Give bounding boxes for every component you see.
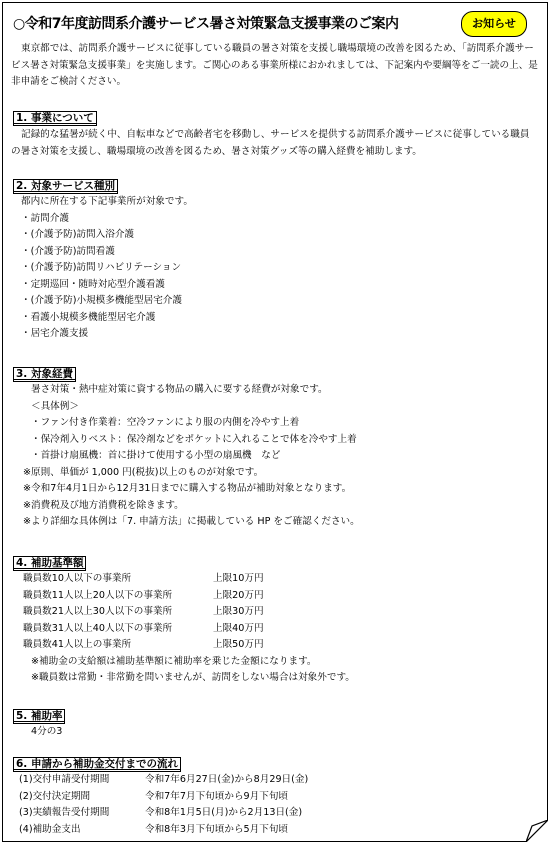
row-value: 令和7年7月下旬頃から9月下旬頃: [145, 790, 289, 802]
row-label: 職員数41人以上の事業所: [23, 639, 132, 650]
section-3-heading: 3. 対象経費: [13, 367, 76, 382]
row-label: (3)実績報告受付期間: [19, 807, 110, 818]
section-5-heading: 5. 補助率: [13, 709, 65, 724]
notice-page: [2, 2, 548, 842]
section-4-heading: 4. 補助基準額: [13, 556, 86, 571]
subsidy-rate: [31, 724, 62, 741]
notice-badge: お知らせ: [461, 11, 527, 37]
table-row: [19, 789, 308, 806]
row-label: 職員数21人以上30人以下の事業所: [23, 606, 173, 617]
service-type-list: [21, 194, 193, 343]
note: ※消費税及び地方消費税を除きます。: [23, 499, 184, 511]
list-item: ・看護小規模多機能型居宅介護: [21, 311, 156, 323]
list-item: ・定期巡回・随時対応型介護看護: [21, 278, 165, 290]
page-title: ○令和7年度訪問系介護サービス暑さ対策緊急支援事業のご案内: [13, 16, 399, 32]
intro-text: 東京都では、訪問系介護サービスに従事している職員の暑さ対策を支援し職場環境の改善を図るため、「訪問系介護サービス暑さ対策緊急支援事業」を実施します。ご関心のある事業所様におかれましては、下記案内や要綱等をご一読の上、是非申請をご検討ください。: [11, 43, 538, 87]
list-item: ・(介護予防)小規模多機能型居宅介護: [21, 295, 182, 306]
schedule-table: [19, 772, 308, 838]
list-item: ・ファン付き作業着：空冷ファンにより服の内側を冷やす上着: [31, 417, 300, 428]
list-item: ・訪問介護: [21, 212, 69, 224]
row-label: 職員数31人以上40人以下の事業所: [23, 622, 173, 634]
table-row: [23, 621, 355, 638]
list-item: ・保冷剤入りベスト：保冷剤などをポケットに入れることで体を冷やす上着: [31, 433, 357, 445]
row-value: 上限20万円: [213, 589, 264, 601]
section-2-lead: 都内に所在する下記事業所が対象です。: [21, 196, 193, 207]
example-label: ＜具体例＞: [31, 400, 79, 412]
row-value: 上限40万円: [213, 622, 264, 634]
list-item: ・(介護予防)訪問リハビリテーション: [21, 262, 182, 273]
section-3-lead: 暑さ対策・熱中症対策に資する物品の購入に要する経費が対象です。: [31, 384, 328, 395]
expense-details: [23, 382, 360, 531]
note: ※令和7年4月1日から12月31日までに購入する物品が補助対象となります。: [23, 483, 352, 494]
subsidy-amount-table: [23, 571, 355, 687]
row-label: (1)交付申請受付期間: [19, 774, 110, 785]
section-6-heading: 6. 申請から補助金交付までの流れ: [13, 757, 181, 772]
row-value: 上限10万円: [213, 573, 264, 584]
row-label: (4)補助金支出: [19, 823, 81, 835]
page-fold-corner: [526, 820, 548, 842]
note: ※補助金の支給額は補助基準額に補助率を乗じた金額になります。: [31, 655, 317, 667]
table-row: [19, 805, 308, 822]
table-row: [19, 772, 308, 789]
note: ※職員数は常勤・非常勤を問いませんが、訪問をしない場合は対象外です。: [31, 672, 355, 683]
table-row: [23, 604, 355, 621]
row-value: 令和8年1月5日(月)から2月13日(金): [145, 807, 303, 818]
list-item: ・居宅介護支援: [21, 328, 89, 339]
section-1-heading: 1. 事業について: [13, 111, 97, 126]
row-value: 令和8年3月下旬頃から5月下旬頃: [145, 823, 289, 835]
note: ※原則、単価が 1,000 円(税抜)以上のものが対象です。: [23, 466, 264, 478]
list-item: ・(介護予防)訪問看護: [21, 245, 115, 257]
list-item: ・(介護予防)訪問入浴介護: [21, 229, 135, 240]
row-value: 上限30万円: [213, 606, 264, 617]
row-label: 職員数11人以上20人以下の事業所: [23, 589, 173, 601]
table-row: [23, 637, 355, 654]
note: ※より詳細な具体例は「7. 申請方法」に掲載している HP をご確認ください。: [23, 516, 360, 527]
section-1-body: 記録的な猛暑が続く中、自転車などで高齢者宅を移動し、サービスを提供する訪問系介護サービスに従事している職員の暑さ対策を支援し、職場環境の改善を図るため、暑さ対策グッズ等の購入経費を補助します。: [11, 129, 530, 157]
list-item: ・首掛け扇風機：首に掛けて使用する小型の扇風機 など: [31, 450, 281, 461]
row-label: 職員数10人以下の事業所: [23, 573, 132, 584]
row-label: (2)交付決定期間: [19, 790, 91, 802]
table-row: [19, 822, 308, 839]
table-row: [23, 571, 355, 588]
table-row: [23, 588, 355, 605]
subsidy-rate-value: 4分の3: [31, 726, 63, 737]
section-2-heading: 2. 対象サービス種別: [13, 179, 118, 194]
row-value: 令和7年6月27日(金)から8月29日(金): [145, 774, 309, 785]
row-value: 上限50万円: [213, 639, 264, 650]
